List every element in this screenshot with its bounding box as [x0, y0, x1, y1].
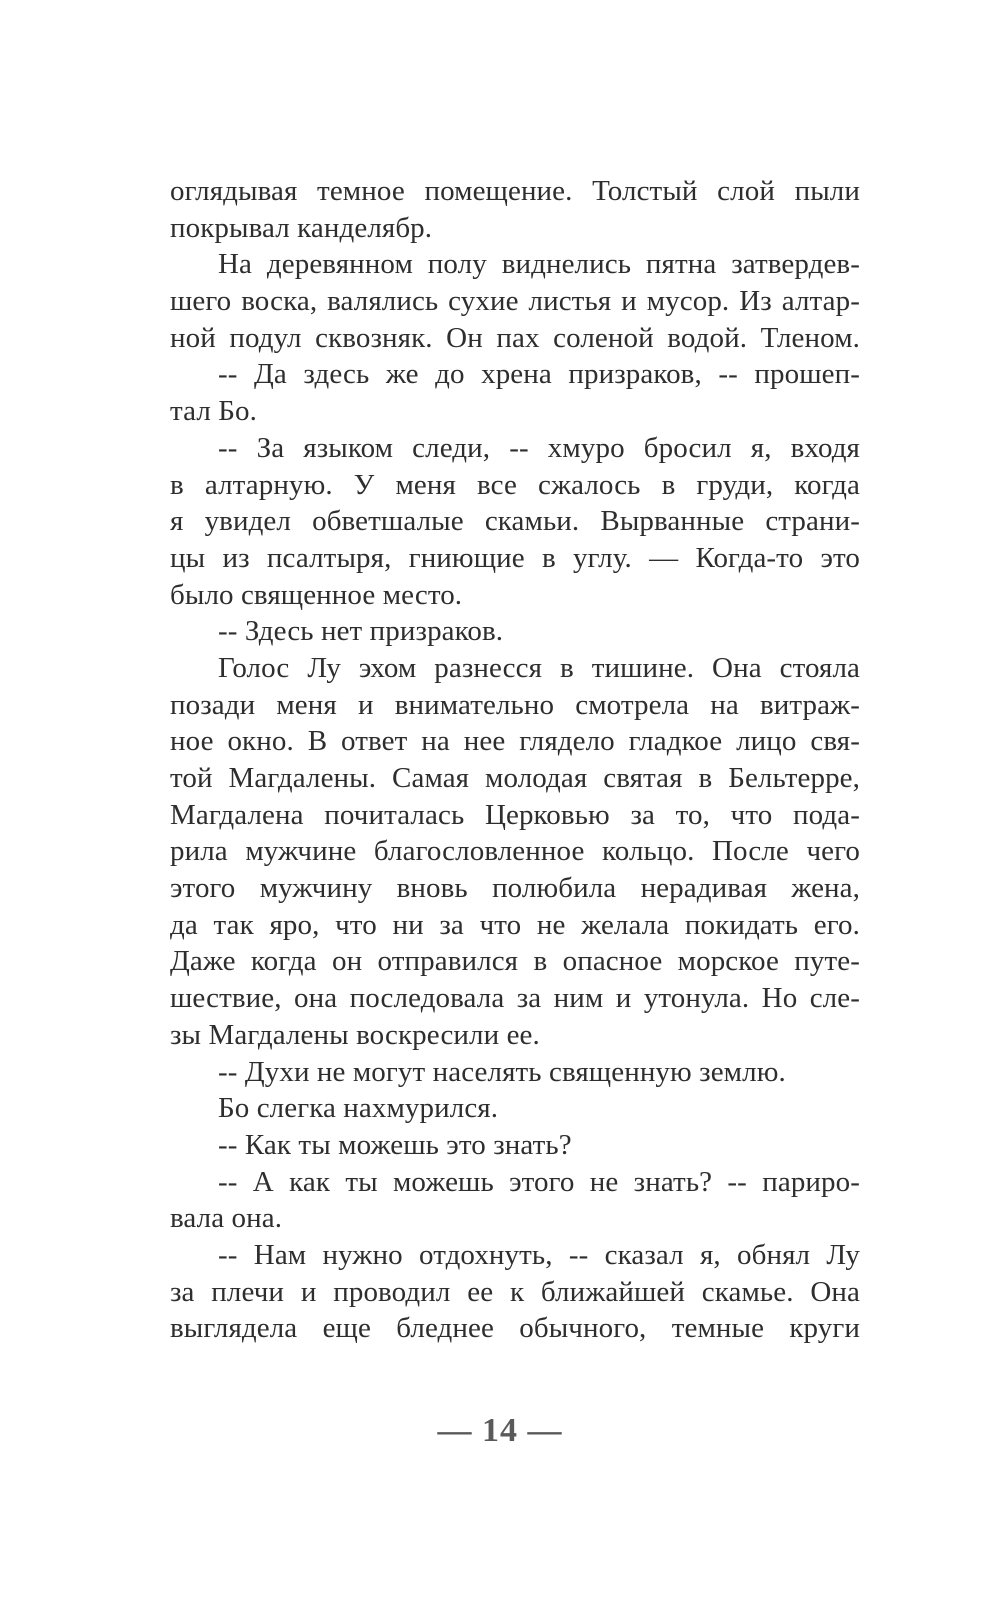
text-line: я увидел обветшалые скамьи. Вырванные страни- [170, 505, 860, 538]
text-line: -- Как ты можешь это знать? [218, 1128, 572, 1161]
text-line: тал Бо. [170, 395, 257, 428]
text-line: вала она. [170, 1202, 283, 1235]
text-line: покрывал канделябр. [170, 211, 433, 244]
text-line: -- Духи не могут населять священную землю. [218, 1055, 786, 1088]
body-text [170, 173, 860, 1347]
text-line: -- Да здесь же до хрена призраков, -- прошеп- [218, 358, 860, 391]
text-line: ное окно. В ответ на нее глядело гладкое лицо свя- [170, 725, 860, 758]
text-line: шего воска, валялись сухие листья и мусор. Из алтар- [170, 285, 860, 318]
text-line: Магдалена почиталась Церковью за то, что пода- [170, 798, 860, 831]
text-line: Голос Лу эхом разнесся в тишине. Она стояла [218, 651, 860, 684]
text-line: той Магдалены. Самая молодая святая в Бельтерре, [170, 762, 860, 794]
text-line: шествие, она последовала за ним и утонула. Но сле- [170, 982, 860, 1015]
text-line: этого мужчину вновь полюбила нерадивая жена, [170, 872, 860, 905]
text-line: цы из псалтыря, гниющие в углу. — Когда-то это [170, 541, 860, 574]
text-line: -- Здесь нет призраков. [218, 615, 504, 648]
text-line: было священное место. [170, 578, 463, 611]
text-line: выглядела еще бледнее обычного, темные круги [170, 1312, 860, 1345]
text-line: в алтарную. У меня все сжалось в груди, когда [170, 468, 860, 501]
text-line: да так яро, что ни за что не желала покидать его. [170, 908, 860, 941]
text-line: зы Магдалены воскресили ее. [170, 1018, 540, 1051]
page-number: — 14 — [437, 1412, 563, 1449]
text-line: На деревянном полу виднелись пятна затвердев- [218, 248, 860, 281]
text-line: -- А как ты можешь этого не знать? -- париро- [218, 1165, 860, 1198]
text-line: -- Нам нужно отдохнуть, -- сказал я, обнял Лу [218, 1238, 860, 1271]
text-line: Бо слегка нахмурился. [218, 1092, 499, 1125]
text-line: рила мужчине благословленное кольцо. После чего [170, 835, 860, 868]
text-line: ной подул сквозняк. Он пах соленой водой. Тленом. [170, 321, 860, 354]
text-line: позади меня и внимательно смотрела на витраж- [170, 688, 860, 721]
text-line: -- За языком следи, -- хмуро бросил я, входя [218, 431, 860, 464]
text-line: за плечи и проводил ее к ближайшей скамье. Она [170, 1275, 860, 1308]
text-line: оглядывая темное помещение. Толстый слой пыли [170, 175, 860, 207]
text-line: Даже когда он отправился в опасное морское путе- [170, 945, 860, 978]
